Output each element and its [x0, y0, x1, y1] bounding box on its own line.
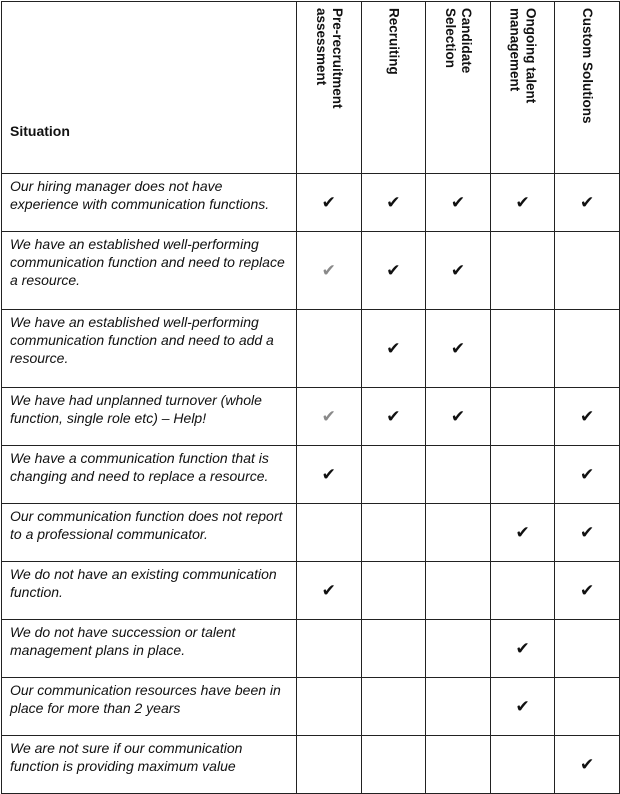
- check-icon: ✔: [490, 678, 555, 736]
- empty-cell: [490, 388, 555, 446]
- check-icon-muted: ✔: [297, 232, 362, 310]
- check-icon: ✔: [361, 232, 426, 310]
- column-header-ongoing-talent-management: [490, 2, 555, 174]
- situation-cell: We do not have succession or talent management plans in place.: [2, 620, 297, 678]
- table-row: [2, 678, 620, 736]
- empty-cell: [426, 736, 491, 794]
- empty-cell: [490, 310, 555, 388]
- check-icon: ✔: [555, 736, 620, 794]
- column-header-label: Pre-recruitment assessment: [313, 8, 345, 109]
- situation-cell: We have a communication function that is changing and need to replace a resource.: [2, 446, 297, 504]
- check-icon-muted: ✔: [297, 388, 362, 446]
- services-matrix-table: [1, 1, 620, 794]
- empty-cell: [555, 232, 620, 310]
- empty-cell: [361, 562, 426, 620]
- situation-cell: We have had unplanned turnover (whole function, single role etc) – Help!: [2, 388, 297, 446]
- check-icon: ✔: [426, 388, 491, 446]
- empty-cell: [361, 446, 426, 504]
- empty-cell: [297, 678, 362, 736]
- table-body: [2, 174, 620, 794]
- check-icon: ✔: [490, 620, 555, 678]
- empty-cell: [426, 620, 491, 678]
- empty-cell: [490, 736, 555, 794]
- check-icon: ✔: [361, 310, 426, 388]
- table-row: [2, 620, 620, 678]
- situation-cell: We have an established well-performing communication function and need to replace a resource.: [2, 232, 297, 310]
- situation-cell: We are not sure if our communication function is providing maximum value: [2, 736, 297, 794]
- check-icon: ✔: [555, 446, 620, 504]
- check-icon: ✔: [297, 562, 362, 620]
- table-row: [2, 310, 620, 388]
- empty-cell: [361, 504, 426, 562]
- column-header-pre-recruitment-assessment: [297, 2, 362, 174]
- empty-cell: [426, 446, 491, 504]
- column-header-label: Custom Solutions: [580, 8, 596, 124]
- check-icon: ✔: [555, 562, 620, 620]
- check-icon: ✔: [490, 174, 555, 232]
- empty-cell: [555, 678, 620, 736]
- column-header-custom-solutions: [555, 2, 620, 174]
- situation-cell: Our communication function does not report to a professional communicator.: [2, 504, 297, 562]
- empty-cell: [426, 504, 491, 562]
- empty-cell: [426, 562, 491, 620]
- check-icon: ✔: [426, 174, 491, 232]
- empty-cell: [426, 678, 491, 736]
- check-icon: ✔: [361, 174, 426, 232]
- check-icon: ✔: [426, 232, 491, 310]
- check-icon: ✔: [555, 504, 620, 562]
- empty-cell: [555, 310, 620, 388]
- column-header-candidate-selection: [426, 2, 491, 174]
- table-row: [2, 446, 620, 504]
- empty-cell: [297, 620, 362, 678]
- empty-cell: [490, 562, 555, 620]
- check-icon: ✔: [297, 446, 362, 504]
- empty-cell: [297, 310, 362, 388]
- check-icon: ✔: [361, 388, 426, 446]
- table-row: [2, 174, 620, 232]
- column-header-label: Ongoing talent management: [507, 8, 539, 104]
- table-row: [2, 736, 620, 794]
- column-header-label: Candidate Selection: [442, 8, 474, 74]
- table-row: [2, 562, 620, 620]
- table-row: [2, 388, 620, 446]
- check-icon: ✔: [555, 174, 620, 232]
- empty-cell: [297, 504, 362, 562]
- empty-cell: [555, 620, 620, 678]
- empty-cell: [490, 446, 555, 504]
- situation-cell: We have an established well-performing communication function and need to add a resource.: [2, 310, 297, 388]
- empty-cell: [361, 678, 426, 736]
- table-row: [2, 504, 620, 562]
- empty-cell: [490, 232, 555, 310]
- situation-cell: Our hiring manager does not have experience with communication functions.: [2, 174, 297, 232]
- check-icon: ✔: [426, 310, 491, 388]
- check-icon: ✔: [555, 388, 620, 446]
- situation-column-header: Situation: [2, 2, 297, 174]
- empty-cell: [361, 736, 426, 794]
- table-row: [2, 232, 620, 310]
- column-header-label: Recruiting: [386, 8, 402, 75]
- column-header-recruiting: [361, 2, 426, 174]
- situation-cell: Our communication resources have been in place for more than 2 years: [2, 678, 297, 736]
- check-icon: ✔: [297, 174, 362, 232]
- empty-cell: [297, 736, 362, 794]
- check-icon: ✔: [490, 504, 555, 562]
- empty-cell: [361, 620, 426, 678]
- situation-cell: We do not have an existing communication function.: [2, 562, 297, 620]
- table-header: [2, 2, 620, 174]
